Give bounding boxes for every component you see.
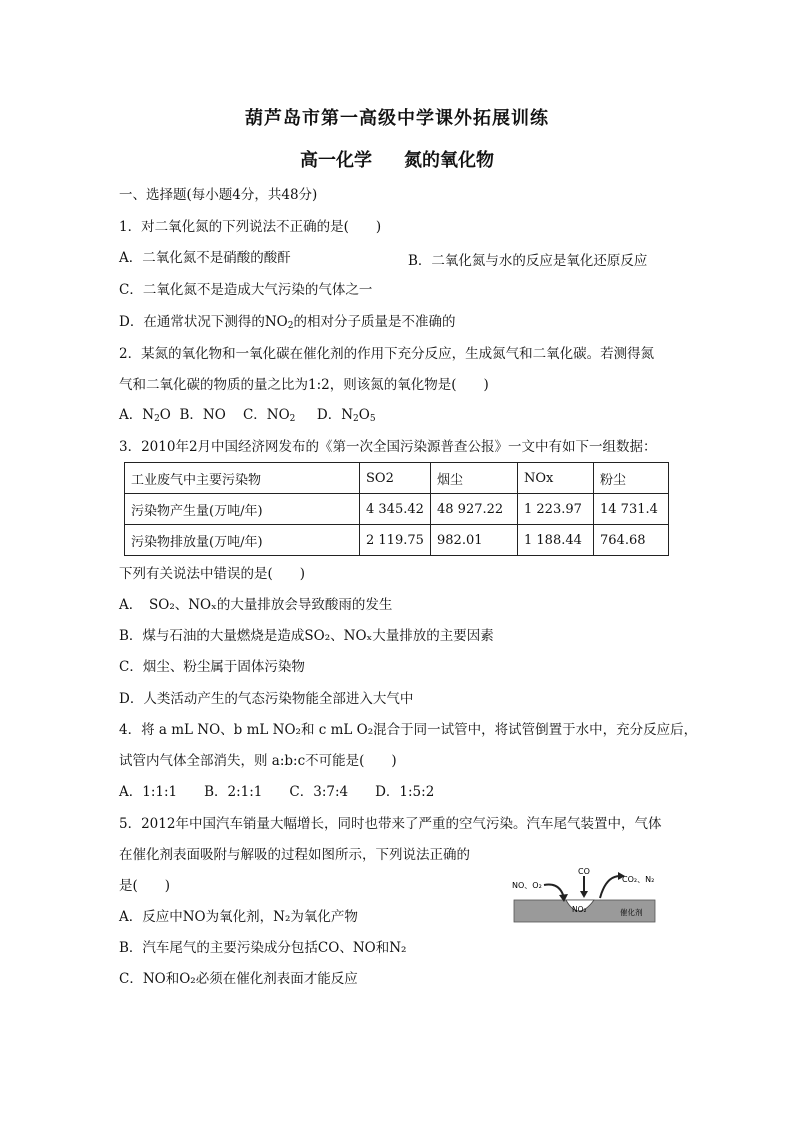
q3-option-a: A． SO₂、NOₓ的大量排放会导致酸雨的发生	[119, 597, 393, 613]
table-cell: 14 731.4	[594, 494, 669, 525]
q1-option-d: D．在通常状况下测得的$NO_2$的相对分子质量是不准确的	[119, 314, 456, 331]
outflow-arrow	[600, 876, 620, 898]
q5-stem-line3: 是( )	[119, 878, 171, 894]
table-cell: 1 188.44	[518, 525, 594, 556]
table-cell: 污染物产生量(万吨/年)	[125, 494, 360, 525]
q1-stem: 1．对二氧化氮的下列说法不正确的是( )	[119, 219, 382, 235]
q3-option-b: B．煤与石油的大量燃烧是造成SO₂、NOₓ大量排放的主要因素	[119, 628, 494, 644]
table-cell: 工业废气中主要污染物	[125, 463, 360, 494]
catalyst-label: 催化剂	[620, 908, 643, 917]
table-header-row	[125, 463, 669, 494]
q5-stem-line1: 5．2012年中国汽车销量大幅增长，同时也带来了严重的空气污染。汽车尾气装置中，气体	[119, 816, 662, 832]
q1-option-b: B．二氧化氮与水的反应是氧化还原反应	[408, 253, 648, 269]
table-cell: 1 223.97	[518, 494, 594, 525]
table-cell: 4 345.42	[360, 494, 431, 525]
table-cell: 粉尘	[594, 463, 669, 494]
co-label: CO	[578, 867, 590, 876]
q5-stem-line2: 在催化剂表面吸附与解吸的过程如图所示，下列说法正确的	[119, 847, 470, 863]
co-arrowhead	[580, 891, 588, 898]
subject-title	[0, 146, 794, 172]
q1-option-a: A．二氧化氮不是硝酸的酸酐	[119, 250, 291, 266]
section-heading: 一、选择题(每小题4分，共48分)	[119, 187, 318, 203]
q4-options: A．1:1:1 B．2:1:1 C．3:7:4 D．1:5:2	[119, 784, 435, 800]
table-cell: SO2	[360, 463, 431, 494]
pollution-table	[124, 462, 669, 556]
q3-question: 下列有关说法中错误的是( )	[119, 566, 306, 582]
q2-stem-line1: 2．某氮的氧化物和一氧化碳在催化剂的作用下充分反应，生成氮气和二氧化碳。若测得氮	[119, 346, 655, 362]
product-label: CO₂、N₂	[622, 875, 655, 884]
no2-label: NO₂	[572, 905, 587, 914]
table-cell: 764.68	[594, 525, 669, 556]
table-row	[125, 525, 669, 556]
q3-option-c: C．烟尘、粉尘属于固体污染物	[119, 659, 305, 675]
reactant-label: NO、O₂	[512, 881, 542, 890]
table-cell: 982.01	[431, 525, 518, 556]
topic-label: 氮的氧化物	[404, 150, 494, 171]
table-cell: 48 927.22	[431, 494, 518, 525]
q1-option-c: C．二氧化氮不是造成大气污染的气体之一	[119, 282, 373, 298]
table-cell: 污染物排放量(万吨/年)	[125, 525, 360, 556]
school-title: 葫芦岛市第一高级中学课外拓展训练	[245, 108, 549, 129]
table-cell: 烟尘	[431, 463, 518, 494]
q2-options: A．$N_2O$ B．NO C．$NO_2$ D．$N_2O_5$	[119, 407, 376, 424]
table-cell: NOx	[518, 463, 594, 494]
q5-option-b: B．汽车尾气的主要污染成分包括CO、NO和N₂	[119, 940, 407, 956]
q4-stem-line2: 试管内气体全部消失，则 a:b:c不可能是( )	[119, 753, 397, 769]
table-row	[125, 494, 669, 525]
grade-label: 高一化学	[300, 150, 372, 171]
q5-option-a: A．反应中NO为氧化剂，N₂为氧化产物	[119, 909, 358, 925]
table-cell: 2 119.75	[360, 525, 431, 556]
q5-option-c: C．NO和O₂必须在催化剂表面才能反应	[119, 971, 358, 987]
catalyst-diagram	[508, 864, 658, 926]
q3-stem: 3．2010年2月中国经济网发布的《第一次全国污染源普查公报》一文中有如下一组数据：	[119, 439, 657, 455]
q3-option-d: D．人类活动产生的气态污染物能全部进入大气中	[119, 691, 414, 707]
q4-stem-line1: 4．将 a mL NO、b mL NO₂和 c mL O₂混合于同一试管中，将试管倒置于水中，充分反应后，	[119, 722, 698, 738]
q2-stem-line2: 气和二氧化碳的物质的量之比为1:2，则该氮的氧化物是( )	[119, 377, 489, 393]
